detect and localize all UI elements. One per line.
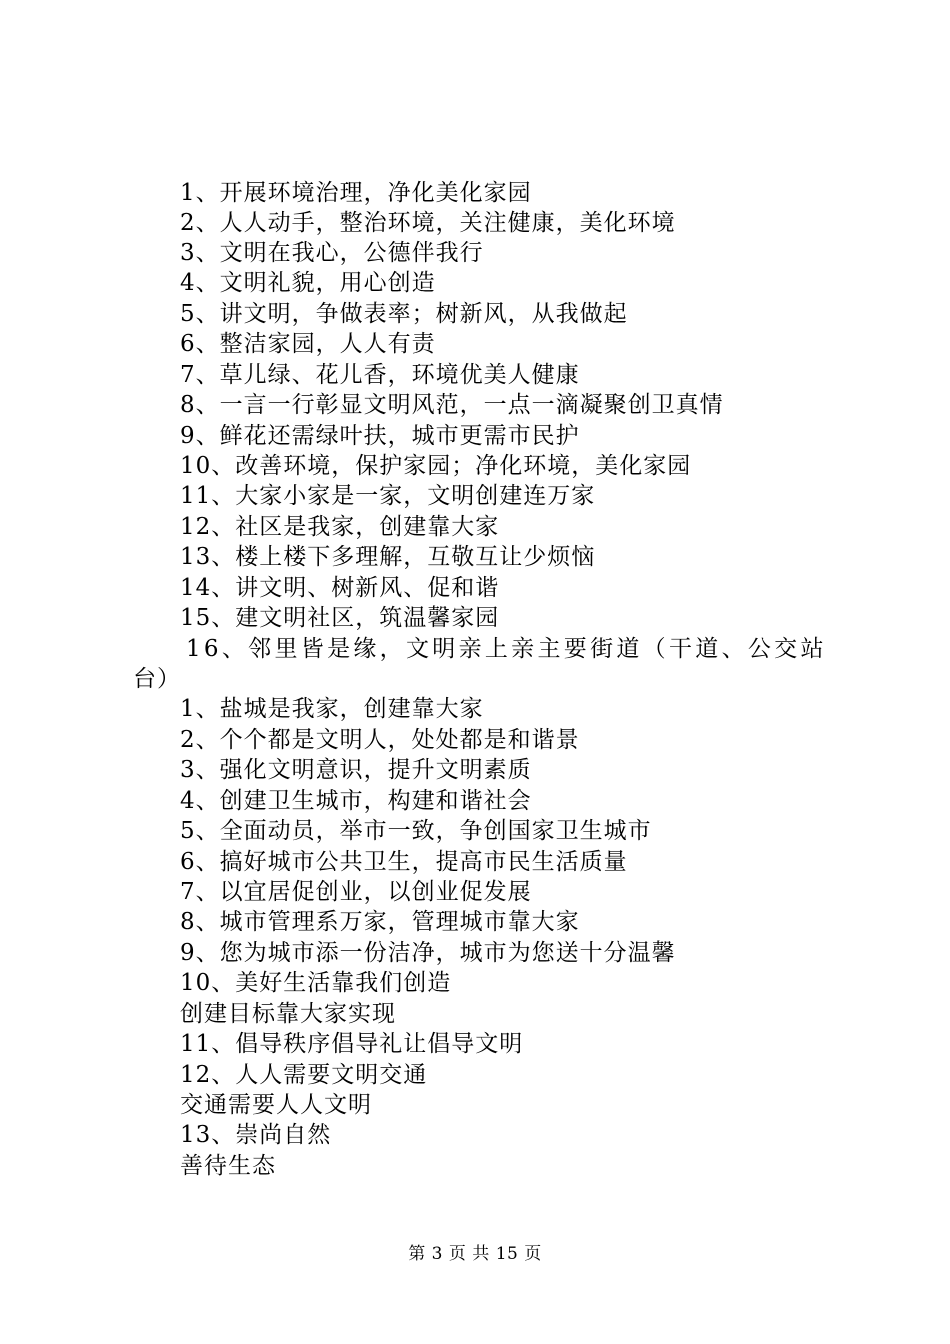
text-line: 10、改善环境，保护家园；净化环境，美化家园 (180, 453, 692, 479)
text-line: 12、社区是我家，创建靠大家 (180, 514, 500, 540)
text-line: 12、人人需要文明交通 (180, 1062, 428, 1088)
text-line: 13、楼上楼下多理解，互敬互让少烦恼 (180, 544, 596, 570)
text-line: 5、讲文明，争做表率；树新风，从我做起 (180, 301, 628, 327)
text-line: 13、崇尚自然 (180, 1122, 332, 1148)
text-line: 3、文明在我心，公德伴我行 (180, 240, 484, 266)
text-line: 8、城市管理系万家，管理城市靠大家 (180, 909, 580, 935)
text-line: 创建目标靠大家实现 (180, 1001, 396, 1027)
text-line: 6、搞好城市公共卫生，提高市民生活质量 (180, 849, 628, 875)
text-line: 善待生态 (180, 1153, 276, 1179)
text-line: 9、鲜花还需绿叶扶，城市更需市民护 (180, 423, 580, 449)
text-line: 14、讲文明、树新风、促和谐 (180, 575, 500, 601)
text-line: 2、个个都是文明人，处处都是和谐景 (180, 727, 580, 753)
text-line: 4、创建卫生城市，构建和谐社会 (180, 788, 532, 814)
text-line: 9、您为城市添一份洁净，城市为您送十分温馨 (180, 940, 676, 966)
text-line: 1、开展环境治理，净化美化家园 (180, 180, 532, 206)
text-line: 台） (133, 666, 181, 692)
text-line: 11、大家小家是一家，文明创建连万家 (180, 483, 596, 509)
text-line: 交通需要人人文明 (180, 1092, 372, 1118)
text-line: 11、倡导秩序倡导礼让倡导文明 (180, 1031, 524, 1057)
page-number-footer: 第 3 页 共 15 页 (408, 1244, 542, 1264)
text-line: 3、强化文明意识，提升文明素质 (180, 757, 532, 783)
text-line: 16、邻里皆是缘，文明亲上亲主要街道（干道、公交站 (186, 636, 827, 662)
text-line: 4、文明礼貌，用心创造 (180, 270, 436, 296)
text-line: 1、盐城是我家，创建靠大家 (180, 696, 484, 722)
text-line: 5、全面动员，举市一致，争创国家卫生城市 (180, 818, 652, 844)
text-line: 7、草儿绿、花儿香，环境优美人健康 (180, 362, 580, 388)
text-line: 2、人人动手，整治环境，关注健康，美化环境 (180, 210, 676, 236)
text-line: 8、一言一行彰显文明风范，一点一滴凝聚创卫真情 (180, 392, 724, 418)
text-line: 15、建文明社区，筑温馨家园 (180, 605, 500, 631)
text-line: 10、美好生活靠我们创造 (180, 970, 452, 996)
text-line: 7、以宜居促创业，以创业促发展 (180, 879, 532, 905)
text-line: 6、整洁家园，人人有责 (180, 331, 436, 357)
